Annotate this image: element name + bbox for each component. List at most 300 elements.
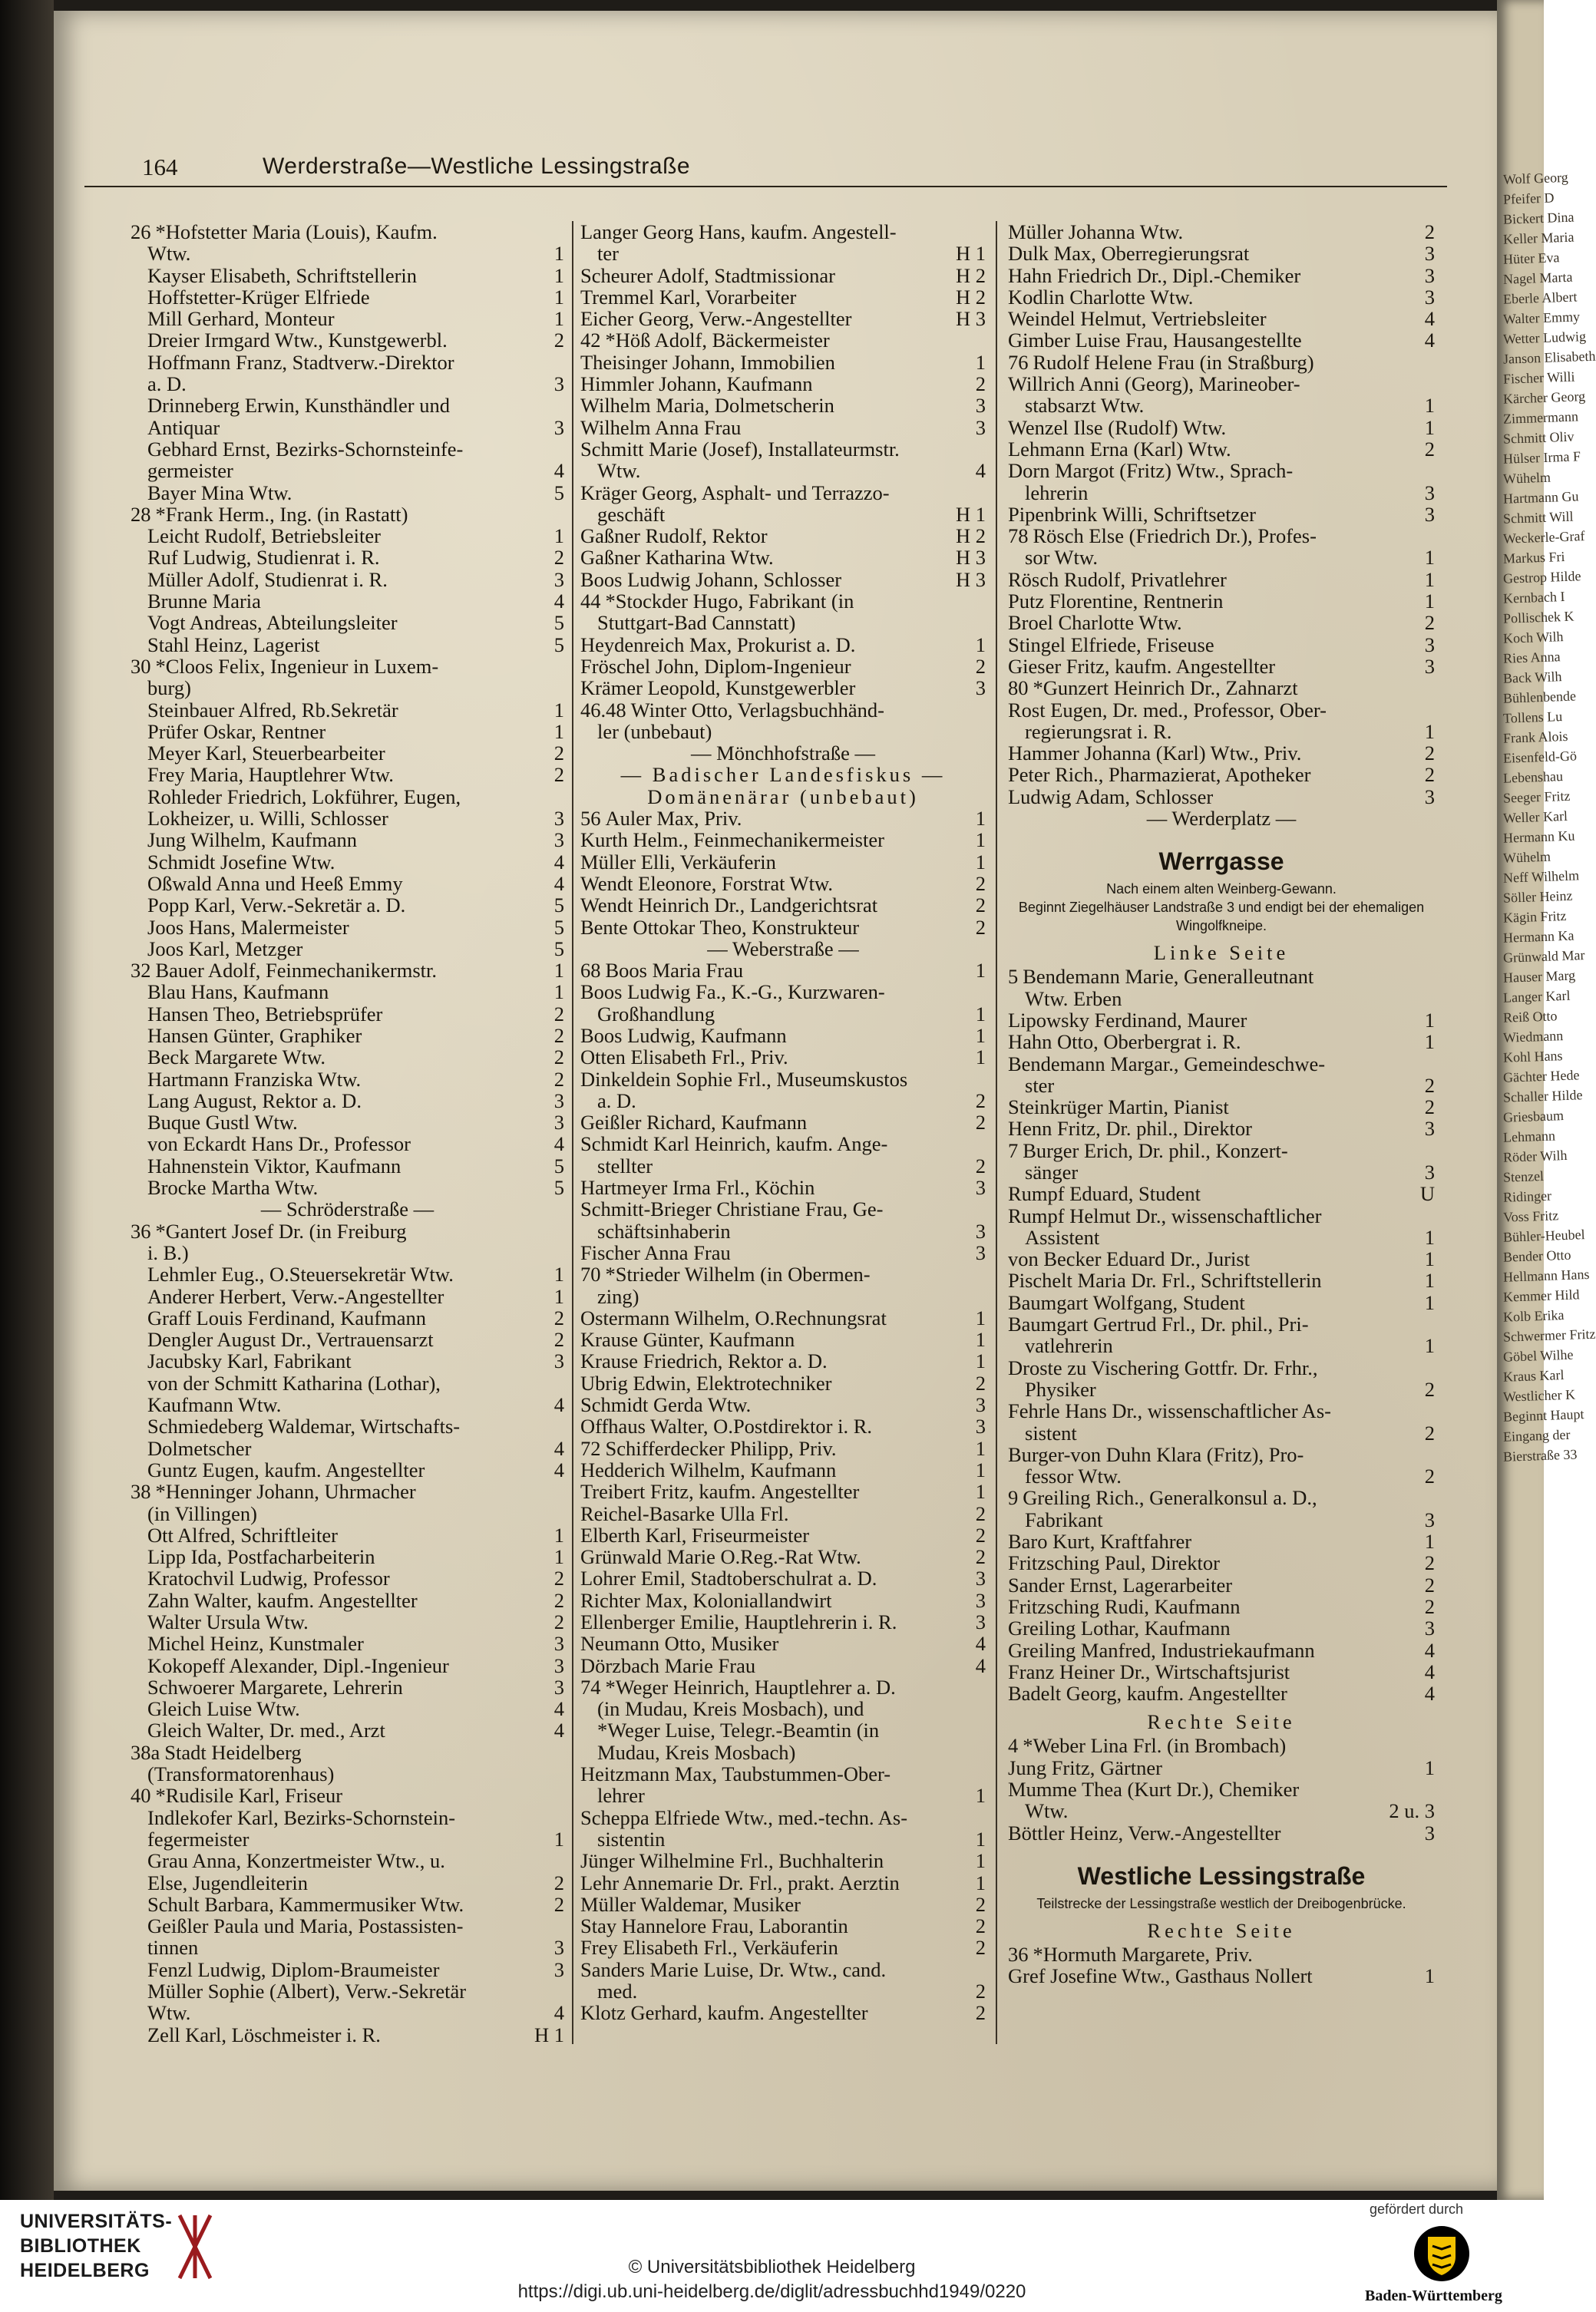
next-page-fragment: Röder Wilh [1502,1147,1568,1165]
next-page-fragment: Reiß Otto [1502,1008,1558,1026]
resident-entry [580,1872,986,1894]
column-rule [572,221,573,2044]
column-rule [996,221,997,2044]
entry-text: *Rudisile Karl, Friseur [155,1784,343,1808]
floor-number: 3 [553,1632,564,1656]
entry-text: Greiling Manfred, Industriekaufmann [1008,1638,1315,1662]
entry-text: Steinbauer Alfred, Rb.Sekretär [147,698,398,722]
resident-entry [131,1894,564,1915]
entry-text: *Höß Adolf, Bäckermeister [605,329,830,352]
entry-text: Jung Fritz, Gärtner [1008,1755,1162,1779]
resident-entry [1008,1096,1435,1118]
entry-text: Theisinger Johann, Immobilien [580,350,835,374]
floor-number: 1 [1424,567,1435,591]
resident-entry [1008,1400,1435,1422]
house-number: 56 [580,807,601,831]
next-page-fragment: Pfeifer D [1502,190,1555,207]
floor-number: 5 [553,1154,564,1177]
entry-text: sänger [1025,1160,1079,1184]
resident-entry [131,1046,564,1068]
floor-number: 3 [553,567,564,591]
next-page-fragment: Hüter Eva [1502,249,1560,267]
permalink-url[interactable]: https://digi.ub.uni-heidelberg.de/diglit/adressbuchhd1949/0220 [517,2281,1026,2302]
entry-text: Reichel-Basarke Ulla Frl. [580,1501,789,1525]
resident-entry [580,1937,986,1958]
entry-text: regierungsrat i. R. [1025,719,1172,743]
entry-text: zing) [597,1284,639,1308]
entry-text: Bente Ottokar Theo, Konstrukteur [580,915,860,939]
floor-number: 1 [1424,394,1435,418]
floor-number: 2 [975,372,986,396]
entry-text: *Gantert Josef Dr. (in Freiburg [155,1219,407,1243]
section-description: Teilstrecke der Lessingstraße westlich der Dreibogenbrücke. [1036,1895,1406,1911]
resident-entry [580,1503,986,1524]
floor-number: 4 [553,1393,564,1417]
resident-entry [1008,417,1435,438]
resident-entry [580,1046,986,1068]
lessingstrasse-entries [1008,1944,1435,1987]
house-number: 68 [580,959,601,983]
next-page-fragment: Hauser Marg [1502,967,1576,986]
floor-number: H 2 [955,524,986,548]
resident-entry [580,265,986,286]
floor-number: 1 [1424,546,1435,570]
entry-text: Lokheizer, u. Willi, Schlosser [147,807,388,831]
floor-number: H 1 [955,242,986,266]
entry-text: Meyer Karl, Steuerbearbeiter [147,741,385,765]
floor-number: 1 [1424,1247,1435,1271]
floor-number: 4 [975,459,986,483]
resident-entry [131,460,564,481]
entry-text: Schifferdecker Philipp, Priv. [605,1436,837,1460]
next-page-fragment: Keller Maria [1502,229,1575,247]
house-number: 36 [1008,1942,1029,1966]
entry-text: Langer Georg Hans, kaufm. Angestell- [580,220,897,243]
resident-entry [580,1915,986,1937]
entry-text: Müller Johanna Wtw. [1008,220,1184,243]
floor-number: 2 [975,1088,986,1112]
floor-number: 1 [553,959,564,983]
floor-number: 2 [553,1892,564,1916]
resident-entry [580,1415,986,1437]
entry-text: Frey Elisabeth Frl., Verkäuferin [580,1936,838,1960]
floor-number: 2 [1424,1421,1435,1445]
entry-text: Dengler August Dr., Vertrauensarzt [147,1328,434,1352]
house-number: 9 [1008,1486,1019,1510]
resident-entry [1008,1292,1435,1313]
entry-text: Heitzmann Max, Taubstummen-Ober- [580,1762,891,1786]
floor-number: 2 [975,1111,986,1135]
entry-text: Bauer Adolf, Feinmechanikermstr. [155,959,437,983]
entry-text: Lipp Ida, Postfacharbeiterin [147,1545,375,1569]
floor-number: 5 [553,611,564,635]
resident-entry [131,547,564,568]
entry-text: Wtw. [147,2001,191,2025]
entry-text: Scheurer Adolf, Stadtmissionar [580,263,835,287]
floor-number: 2 [1424,741,1435,765]
next-page-fragment: Eingang der [1502,1426,1571,1445]
entry-text: Dulk Max, Oberregierungsrat [1008,242,1250,266]
next-page-fragment: Kohl Hans [1502,1048,1563,1065]
next-page-fragment: Griesbaum [1502,1108,1565,1125]
entry-text: Ruf Ludwig, Studienrat i. R. [147,546,380,570]
resident-entry [580,2002,986,2023]
entry-text: Jung Wilhelm, Kaufmann [147,828,357,852]
entry-text: Müller Sophie (Albert), Verw.-Sekretär [147,1980,467,2003]
resident-entry [580,829,986,850]
resident-entry [580,894,986,916]
floor-number: 1 [1424,1269,1435,1293]
logo-text: HEIDELBERG [20,2260,150,2281]
house-number-entry [131,1220,564,1242]
resident-entry [1008,1965,1435,1987]
floor-number: 1 [1424,1530,1435,1554]
next-page-fragment: Wiedmann [1502,1028,1564,1045]
floor-number: H 1 [955,502,986,526]
section-title-lessingstrasse: Westliche Lessingstraße [1077,1861,1366,1890]
floor-number: 3 [553,1936,564,1960]
floor-number: 1 [975,632,986,656]
entry-text: (in Mudau, Kreis Mosbach), und [597,1697,864,1721]
entry-text: stellter [597,1154,653,1177]
house-number-entry [580,1676,986,1698]
floor-number: 2 [975,1501,986,1525]
entry-text: Hedderich Wilhelm, Kaufmann [580,1458,837,1481]
resident-entry [580,917,986,938]
next-page-fragment: Kernbach I [1502,588,1565,606]
entry-text: Mill Gerhard, Monteur [147,307,335,331]
floor-number: 3 [553,1675,564,1699]
resident-entry [1008,547,1435,568]
entry-text: Wtw. [147,242,191,266]
floor-number: H 2 [955,263,986,287]
entry-text: Burger Erich, Dr. phil., Konzert- [1023,1138,1288,1162]
divider-label: — Werderplatz — [1146,807,1297,831]
resident-entry [131,373,564,395]
section-description: Nach einem alten Weinberg-Gewann. [1106,881,1337,897]
entry-text: Rumpf Helmut Dr., wissenschaftlicher [1008,1204,1322,1227]
entry-text: Gleich Walter, Dr. med., Arzt [147,1719,385,1742]
house-number-entry [131,1742,564,1763]
entry-text: Peter Rich., Pharmazierat, Apotheker [1008,763,1311,787]
floor-number: 3 [975,1176,986,1200]
entry-text: Wendt Eleonore, Forstrat Wtw. [580,871,834,895]
floor-number: 2 [975,2001,986,2025]
resident-entry [131,1807,564,1828]
entry-text: Else, Jugendleiterin [147,1871,308,1894]
resident-entry [131,329,564,351]
entry-text: *Cloos Felix, Ingenieur in Luxem- [155,654,439,678]
entry-text: Schmidt Gerda Wtw. [580,1393,752,1417]
entry-text: Schwoerer Margarete, Lehrerin [147,1675,403,1699]
floor-number: 4 [1424,1660,1435,1683]
floor-number: 1 [1424,1008,1435,1032]
next-page-fragment: Hülser Irma F [1502,448,1581,467]
entry-text: Wtw. Erben [1025,986,1122,1010]
resident-entry [131,1025,564,1046]
house-number: 42 [580,329,601,352]
entry-text: Franz Heiner Dr., Wirtschaftsjurist [1008,1660,1290,1683]
resident-entry [1008,373,1435,395]
entry-text: Ott Alfred, Schriftleiter [147,1523,338,1547]
floor-number: H 3 [955,307,986,331]
entry-text: Krause Günter, Kaufmann [580,1328,795,1352]
resident-entry [1008,1552,1435,1574]
resident-entry [131,1828,564,1850]
resident-entry [580,1959,986,1980]
house-number: 38a [131,1740,160,1764]
resident-entry [1008,265,1435,286]
entry-text: Willrich Anni (Georg), Marineober- [1008,372,1300,396]
entry-text: *Gunzert Heinrich Dr., Zahnarzt [1033,676,1298,700]
resident-entry [580,460,986,481]
entry-text: (Transformatorenhaus) [147,1762,335,1786]
resident-entry [131,1763,564,1785]
resident-entry [1008,1757,1435,1779]
resident-entry [131,677,564,699]
entry-text: Bendemann Marie, Generalleutnant [1023,965,1314,989]
floor-number: 2 [1424,763,1435,787]
floor-number: 1 [975,807,986,831]
entry-text: stabsarzt Wtw. [1025,394,1145,418]
entry-text: Himmler Johann, Kaufmann [580,372,813,396]
next-page-fragment: Markus Fri [1502,548,1565,566]
house-number: 76 [1008,350,1029,374]
floor-number: 3 [1424,1508,1435,1531]
state-coat-of-arms-icon[interactable] [1411,2223,1472,2284]
resident-entry [131,1155,564,1177]
resident-entry [580,1350,986,1372]
resident-entry [131,1567,564,1589]
floor-number: 3 [553,1653,564,1677]
entry-text: Gaßner Rudolf, Rektor [580,524,768,548]
entry-text: Hartmeyer Irma Frl., Köchin [580,1176,815,1200]
floor-number: 1 [553,1827,564,1851]
entry-text: Fischer Anna Frau [580,1240,731,1264]
floor-number: 1 [553,719,564,743]
next-page-fragment: Janson Elisabeth [1502,348,1596,367]
entry-text: Blau Hans, Kaufmann [147,980,329,1004]
entry-text: Stadt Heidelberg [164,1740,302,1764]
entry-text: Wilhelm Maria, Dolmetscherin [580,394,834,418]
resident-entry [580,569,986,590]
resident-entry [1008,1227,1435,1248]
resident-entry [1008,1205,1435,1227]
resident-entry [580,221,986,243]
resident-entry [131,569,564,590]
next-page-edge [1497,0,1596,2200]
house-number: 30 [131,654,151,678]
entry-text: Bendemann Margar., Gemeindeschwe- [1008,1052,1326,1075]
floor-number: 3 [1424,632,1435,656]
resident-entry [1008,1422,1435,1444]
running-head: Werderstraße—Westliche Lessingstraße [263,154,691,179]
divider-label: Domänenärar (unbebaut) [647,784,919,808]
resident-entry [131,1438,564,1459]
next-page-fragment: Bühlenbende [1502,688,1577,706]
floor-number: 2 [1424,1073,1435,1097]
house-number-entry [580,699,986,721]
resident-entry [1008,1574,1435,1596]
floor-number: 2 [975,1980,986,2003]
resident-entry [580,851,986,873]
resident-entry [580,1742,986,1763]
resident-entry [1008,308,1435,329]
floor-number: 1 [553,242,564,266]
entry-text: Steinkrüger Martin, Pianist [1008,1095,1229,1119]
resident-entry [1008,1640,1435,1661]
next-page-fragment: Weckerle-Graf [1502,528,1585,547]
resident-entry [1008,286,1435,308]
resident-entry [580,1567,986,1589]
floor-number: 4 [553,1458,564,1481]
entry-text: Heydenreich Max, Prokurist a. D. [580,632,856,656]
house-number-entry [580,329,986,351]
resident-entry [1008,329,1435,351]
resident-entry [131,1850,564,1871]
resident-entry [1008,1465,1435,1487]
entry-text: Lipowsky Ferdinand, Maurer [1008,1008,1247,1032]
next-page-fragment: Kärcher Georg [1502,388,1586,407]
next-page-fragment: Kägin Fritz [1502,907,1567,926]
entry-text: *Hofstetter Maria (Louis), Kaufm. [155,220,438,243]
floor-number: 4 [1424,1638,1435,1662]
entry-text: Grau Anna, Konzertmeister Wtw., u. [147,1849,445,1873]
entry-text: *Weger Luise, Telegr.-Beamtin (in [597,1719,880,1742]
floor-number: 2 [553,1871,564,1894]
house-number-entry [580,1263,986,1285]
entry-text: Fritzsching Paul, Direktor [1008,1551,1220,1575]
entry-text: Michel Heinz, Kunstmaler [147,1632,364,1656]
resident-entry [580,1111,986,1133]
floor-number: 4 [553,590,564,613]
floor-number: 1 [975,1328,986,1352]
floor-number: 3 [553,415,564,439]
next-page-fragment: Fischer Willi [1502,368,1575,387]
resident-entry [580,1980,986,2002]
resident-entry [131,2024,564,2046]
entry-text: Schmidt Josefine Wtw. [147,850,335,874]
floor-number: 3 [553,828,564,852]
resident-entry [131,1394,564,1415]
entry-text: Mumme Thea (Kurt Dr.), Chemiker [1008,1778,1300,1801]
floor-number: U [1419,1182,1435,1206]
entry-text: Sanders Marie Luise, Dr. Wtw., cand. [580,1957,887,1981]
entry-text: Jünger Wilhelmine Frl., Buchhalterin [580,1849,884,1873]
house-number: 44 [580,590,601,613]
entry-text: Hahn Otto, Oberbergrat i. R. [1008,1030,1241,1054]
entry-text: Rohleder Friedrich, Lokführer, Eugen, [147,784,461,808]
floor-number: 1 [975,1784,986,1808]
entry-text: Böttler Heinz, Verw.-Angestellter [1008,1821,1281,1845]
entry-text: Baumgart Gertrud Frl., Dr. phil., Pri- [1008,1313,1309,1336]
resident-entry [131,1459,564,1481]
floor-number: 2 [975,654,986,678]
resident-entry [580,1850,986,1871]
resident-entry [1008,243,1435,264]
next-page-fragment: Bickert Dina [1502,209,1575,227]
resident-entry [580,1524,986,1546]
next-page-fragment: Schwermer Fritz [1502,1326,1596,1345]
floor-number: H 2 [955,285,986,309]
cross-street-divider [580,742,986,764]
floor-number: 1 [553,1523,564,1547]
entry-text: fessor Wtw. [1025,1465,1122,1488]
next-page-fragment: Wühelm [1502,469,1551,487]
floor-number: 3 [553,1957,564,1981]
resident-entry [131,1915,564,1937]
floor-number: 3 [975,1393,986,1417]
floor-number: 3 [975,1610,986,1633]
entry-text: Hoffstetter-Krüger Elfriede [147,285,370,309]
resident-entry [1008,395,1435,416]
floor-number: 3 [1424,285,1435,309]
next-page-fragment: Eisenfeld-Gö [1502,748,1578,766]
resident-entry [131,1980,564,2002]
entry-text: Kayser Elisabeth, Schriftstellerin [147,263,418,287]
entry-text: Fröschel John, Diplom-Ingenieur [580,654,851,678]
next-page-fragment: Weller Karl [1502,808,1568,826]
entry-text: *Stockder Hugo, Fabrikant (in [605,590,854,613]
entry-text: Greiling Rich., Generalkonsul a. D., [1023,1486,1317,1510]
entry-text: schäftsinhaberin [597,1219,731,1243]
house-number: 4 [1008,1734,1019,1758]
floor-number: 3 [975,1240,986,1264]
entry-text: Hammer Johanna (Karl) Wtw., Priv. [1008,741,1302,765]
entry-text: Schmidt Karl Heinrich, kaufm. Ange- [580,1132,888,1156]
next-page-fragment: Lebenshau [1502,768,1564,786]
next-page-fragment: Wetter Ludwig [1502,329,1587,347]
resident-entry [1008,721,1435,742]
resident-entry [580,612,986,633]
house-number: 70 [580,1263,601,1286]
entry-text: (in Villingen) [147,1501,257,1525]
entry-text: med. [597,1980,638,2003]
resident-entry [1008,1531,1435,1552]
copyright-notice: © Universitätsbibliothek Heidelberg [628,2257,916,2277]
entry-text: Ellenberger Emilie, Hauptlehrerin i. R. [580,1610,897,1633]
entry-text: Boos Ludwig Johann, Schlosser [580,567,842,591]
floor-number: 4 [553,1132,564,1156]
house-number: 7 [1008,1138,1019,1162]
resident-entry [1008,504,1435,525]
resident-entry [1008,1509,1435,1531]
house-number: 72 [580,1436,601,1460]
resident-entry [1008,1313,1435,1335]
next-page-fragment: Kolb Erika [1502,1307,1565,1325]
resident-entry [1008,1075,1435,1096]
entry-text: Schult Barbara, Kammermusiker Wtw. [147,1892,464,1916]
entry-text: lehrerin [1025,481,1089,504]
resident-entry [131,981,564,1002]
house-number-entry [1008,525,1435,547]
entry-text: Rudolf Helene Frau (in Straßburg) [1033,350,1314,374]
entry-text: Hansen Günter, Graphiker [147,1023,362,1047]
entry-text: Lang August, Rektor a. D. [147,1088,362,1112]
resident-entry [580,1155,986,1177]
resident-entry [580,438,986,460]
resident-entry [131,525,564,547]
floor-number: 4 [553,871,564,895]
entry-text: Fabrikant [1025,1508,1103,1531]
house-number: 32 [131,959,151,983]
resident-entry [580,1763,986,1785]
section-description: Beginnt Ziegelhäuser Landstraße 3 und endigt bei der ehemaligen Wingolfkneipe. [1018,900,1425,934]
resident-entry [131,438,564,460]
side-heading-right: Rechte Seite [1147,1710,1296,1734]
next-page-fragment: Wolf Georg [1502,169,1569,187]
entry-text: Geißler Paula und Maria, Postassisten- [147,1914,464,1938]
